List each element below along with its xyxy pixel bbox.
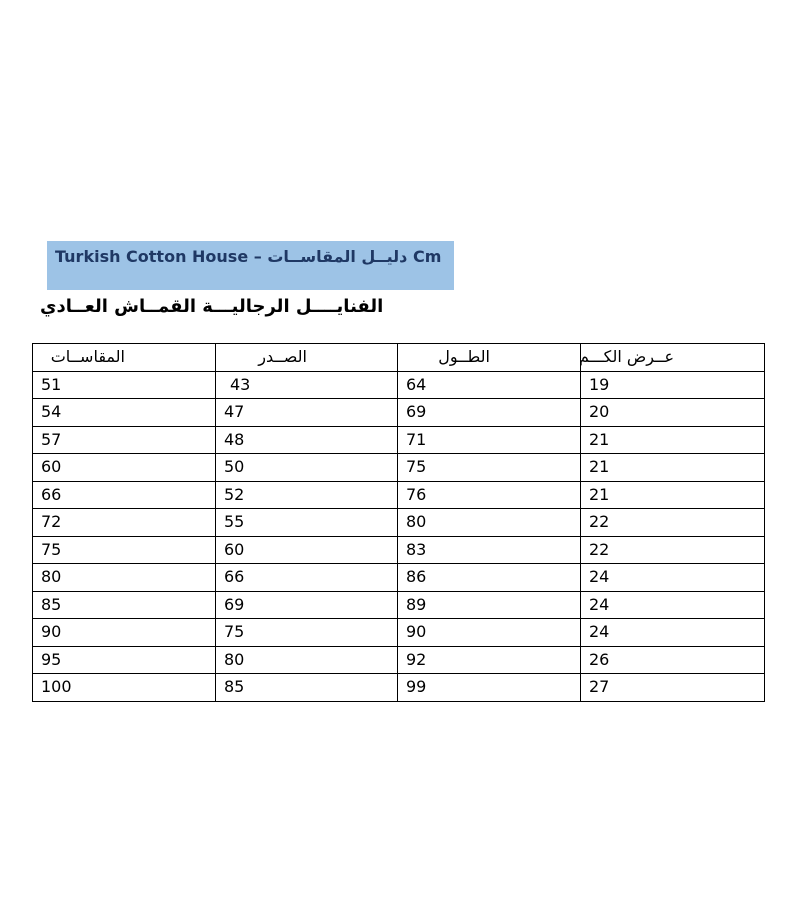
header-chest: الصــدر <box>216 344 398 372</box>
table-row <box>33 564 765 592</box>
cell-sleeve-width: 20 <box>581 399 765 427</box>
document-title-banner <box>47 241 454 290</box>
cell-chest: 60 <box>216 536 398 564</box>
cell-sleeve-width: 24 <box>581 619 765 647</box>
table-row <box>33 646 765 674</box>
cell-chest: 75 <box>216 619 398 647</box>
table-row <box>33 371 765 399</box>
cell-size: 51 <box>33 371 216 399</box>
cell-sleeve-width: 19 <box>581 371 765 399</box>
table-row <box>33 454 765 482</box>
cell-chest: 85 <box>216 674 398 702</box>
header-length: الطــول <box>398 344 581 372</box>
table-row <box>33 426 765 454</box>
cell-length: 71 <box>398 426 581 454</box>
table-row <box>33 536 765 564</box>
cell-length: 80 <box>398 509 581 537</box>
cell-length: 76 <box>398 481 581 509</box>
cell-length: 92 <box>398 646 581 674</box>
cell-size: 72 <box>33 509 216 537</box>
table-row <box>33 674 765 702</box>
cell-length: 83 <box>398 536 581 564</box>
cell-length: 99 <box>398 674 581 702</box>
cell-size: 66 <box>33 481 216 509</box>
cell-sleeve-width: 21 <box>581 481 765 509</box>
cell-size: 85 <box>33 591 216 619</box>
cell-chest: 50 <box>216 454 398 482</box>
cell-size: 57 <box>33 426 216 454</box>
cell-size: 100 <box>33 674 216 702</box>
table-row <box>33 509 765 537</box>
cell-sleeve-width: 21 <box>581 426 765 454</box>
cell-chest: 52 <box>216 481 398 509</box>
cell-sleeve-width: 26 <box>581 646 765 674</box>
cell-size: 54 <box>33 399 216 427</box>
table-header-row <box>33 344 765 372</box>
cell-size: 90 <box>33 619 216 647</box>
table-row <box>33 619 765 647</box>
table-row <box>33 399 765 427</box>
table-row <box>33 481 765 509</box>
cell-sleeve-width: 24 <box>581 591 765 619</box>
cell-size: 60 <box>33 454 216 482</box>
cell-length: 90 <box>398 619 581 647</box>
cell-size: 95 <box>33 646 216 674</box>
cell-size: 75 <box>33 536 216 564</box>
cell-length: 69 <box>398 399 581 427</box>
cell-length: 86 <box>398 564 581 592</box>
cell-chest: 80 <box>216 646 398 674</box>
cell-chest: 48 <box>216 426 398 454</box>
cell-chest: 69 <box>216 591 398 619</box>
cell-chest: 55 <box>216 509 398 537</box>
cell-chest: 47 <box>216 399 398 427</box>
header-sleeve-width: عــرض الكـــم <box>581 344 765 372</box>
table-row <box>33 591 765 619</box>
cell-length: 64 <box>398 371 581 399</box>
cell-length: 75 <box>398 454 581 482</box>
cell-length: 89 <box>398 591 581 619</box>
cell-sleeve-width: 22 <box>581 509 765 537</box>
size-chart-table <box>32 343 765 702</box>
cell-size: 80 <box>33 564 216 592</box>
cell-sleeve-width: 27 <box>581 674 765 702</box>
header-size: المقاســات <box>33 344 216 372</box>
document-title: Turkish Cotton House – دليــل المقاســات Cm <box>55 247 442 266</box>
section-subtitle: الفنايــــل الرجاليـــة القمــاش العــادي <box>40 296 384 317</box>
cell-sleeve-width: 22 <box>581 536 765 564</box>
cell-sleeve-width: 21 <box>581 454 765 482</box>
cell-chest: 43 <box>216 371 398 399</box>
cell-chest: 66 <box>216 564 398 592</box>
cell-sleeve-width: 24 <box>581 564 765 592</box>
